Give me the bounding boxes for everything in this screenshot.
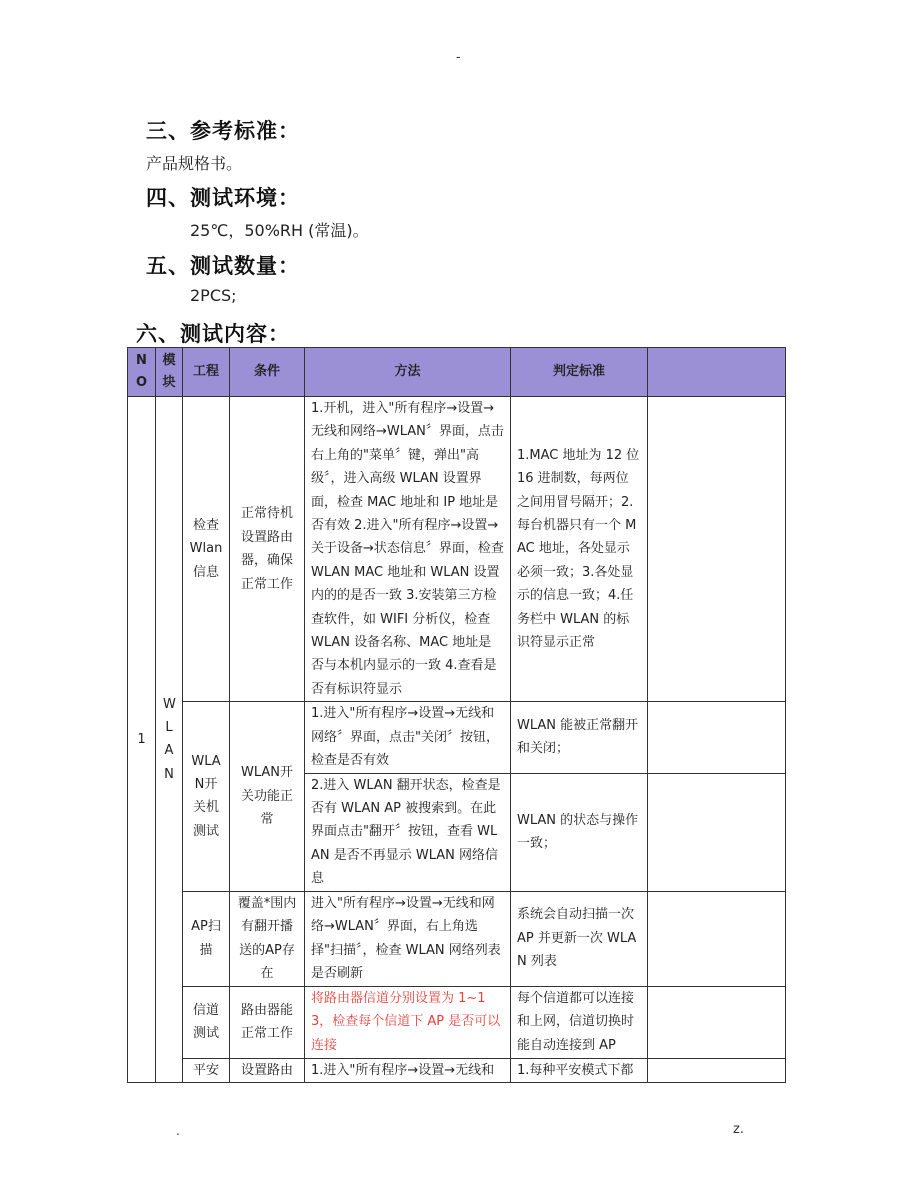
section-body-reference: 产品规格书。 <box>146 154 243 173</box>
method-cell: 1.进入"所有程序→设置→无线和网络〞界面，点击"关闭〞按钮，检查是否有效 <box>305 702 511 773</box>
table-row <box>128 891 786 986</box>
criteria-cell: WLAN 的状态与操作一致； <box>511 773 648 891</box>
section-body-environment: 25℃，50%RH (常温)。 <box>190 221 369 240</box>
header-no: N O <box>128 348 156 397</box>
header-module: 模块 <box>156 348 183 397</box>
row-number: 1 <box>128 397 156 1083</box>
criteria-cell: WLAN 能被正常翻开和关闭； <box>511 702 648 773</box>
test-content-table <box>127 347 786 1083</box>
section-body-quantity: 2PCS; <box>190 286 237 305</box>
project-cell: WLAN开关机测试 <box>183 702 230 891</box>
footer-left-mark: . <box>176 1124 180 1138</box>
condition-cell: 设置路由 <box>230 1058 305 1082</box>
blank-cell <box>648 773 786 891</box>
header-blank <box>648 348 786 397</box>
project-cell: 检查Wlan信息 <box>183 397 230 702</box>
table-row <box>128 986 786 1058</box>
header-project: 工程 <box>183 348 230 397</box>
criteria-cell: 1.每种平安模式下都 <box>511 1058 648 1082</box>
condition-cell: 路由器能正常工作 <box>230 986 305 1058</box>
project-cell: 平安 <box>183 1058 230 1082</box>
table-row <box>128 397 786 702</box>
header-criteria: 判定标准 <box>511 348 648 397</box>
blank-cell <box>648 891 786 986</box>
section-heading-content: 六、测试内容： <box>136 322 290 346</box>
module-cell <box>156 397 183 1083</box>
table-row <box>128 702 786 773</box>
project-cell: 信道测试 <box>183 986 230 1058</box>
method-cell: 将路由器信道分别设置为 1~13，检查每个信道下 AP 是否可以连接 <box>305 986 511 1058</box>
blank-cell <box>648 1058 786 1082</box>
method-cell: 1.进入"所有程序→设置→无线和 <box>305 1058 511 1082</box>
criteria-cell: 系统会自动扫描一次 AP 并更新一次 WLAN 列表 <box>511 891 648 986</box>
header-condition: 条件 <box>230 348 305 397</box>
condition-cell: 覆盖*围内有翻开播送的AP存在 <box>230 891 305 986</box>
blank-cell <box>648 986 786 1058</box>
module-label: W L A N <box>163 696 176 782</box>
blank-cell <box>648 397 786 702</box>
criteria-cell: 每个信道都可以连接和上网，信道切换时能自动连接到 AP <box>511 986 648 1058</box>
header-mark: - <box>456 50 461 65</box>
condition-cell: 正常待机设置路由器，确保正常工作 <box>230 397 305 702</box>
section-heading-reference: 三、参考标准： <box>146 119 300 143</box>
method-cell: 1.开机，进入"所有程序→设置→无线和网络→WLAN〞界面，点击右上角的"菜单〞键，弹出"高级〞，进入高级 WLAN 设置界面，检查 MAC 地址和 IP 地址是否有效 2.进入"所有程序→设置→关于设备→状态信息〞界面，检查 WLAN MAC 地址和 WLAN 设置内的的是否一致 3.安装第三方检查软件，如 WIFI 分析仪，检查 WLAN 设备名称、MAC 地址是否与本机内显示的一致 4.查看是否有标识符显示 <box>305 397 511 702</box>
section-heading-environment: 四、测试环境： <box>146 186 300 210</box>
section-heading-quantity: 五、测试数量： <box>146 254 300 278</box>
method-cell: 2.进入 WLAN 翻开状态，检查是否有 WLAN AP 被搜索到。在此界面点击"翻开〞按钮，查看 WLAN 是否不再显示 WLAN 网络信息 <box>305 773 511 891</box>
table-header-row <box>128 348 786 397</box>
header-method: 方法 <box>305 348 511 397</box>
table-row <box>128 1058 786 1082</box>
criteria-cell: 1.MAC 地址为 12 位 16 进制数，每两位之间用冒号隔开；2.每台机器只有一个 MAC 地址，各处显示必须一致；3.各处显示的信息一致；4.任务栏中 WLAN 的标识符显示正常 <box>511 397 648 702</box>
footer-right-mark: z. <box>733 1122 744 1137</box>
method-cell: 进入"所有程序→设置→无线和网络→WLAN〞界面，右上角选择"扫描〞，检查 WLAN 网络列表是否刷新 <box>305 891 511 986</box>
project-cell: AP扫描 <box>183 891 230 986</box>
condition-cell: WLAN开关功能正常 <box>230 702 305 891</box>
blank-cell <box>648 702 786 773</box>
